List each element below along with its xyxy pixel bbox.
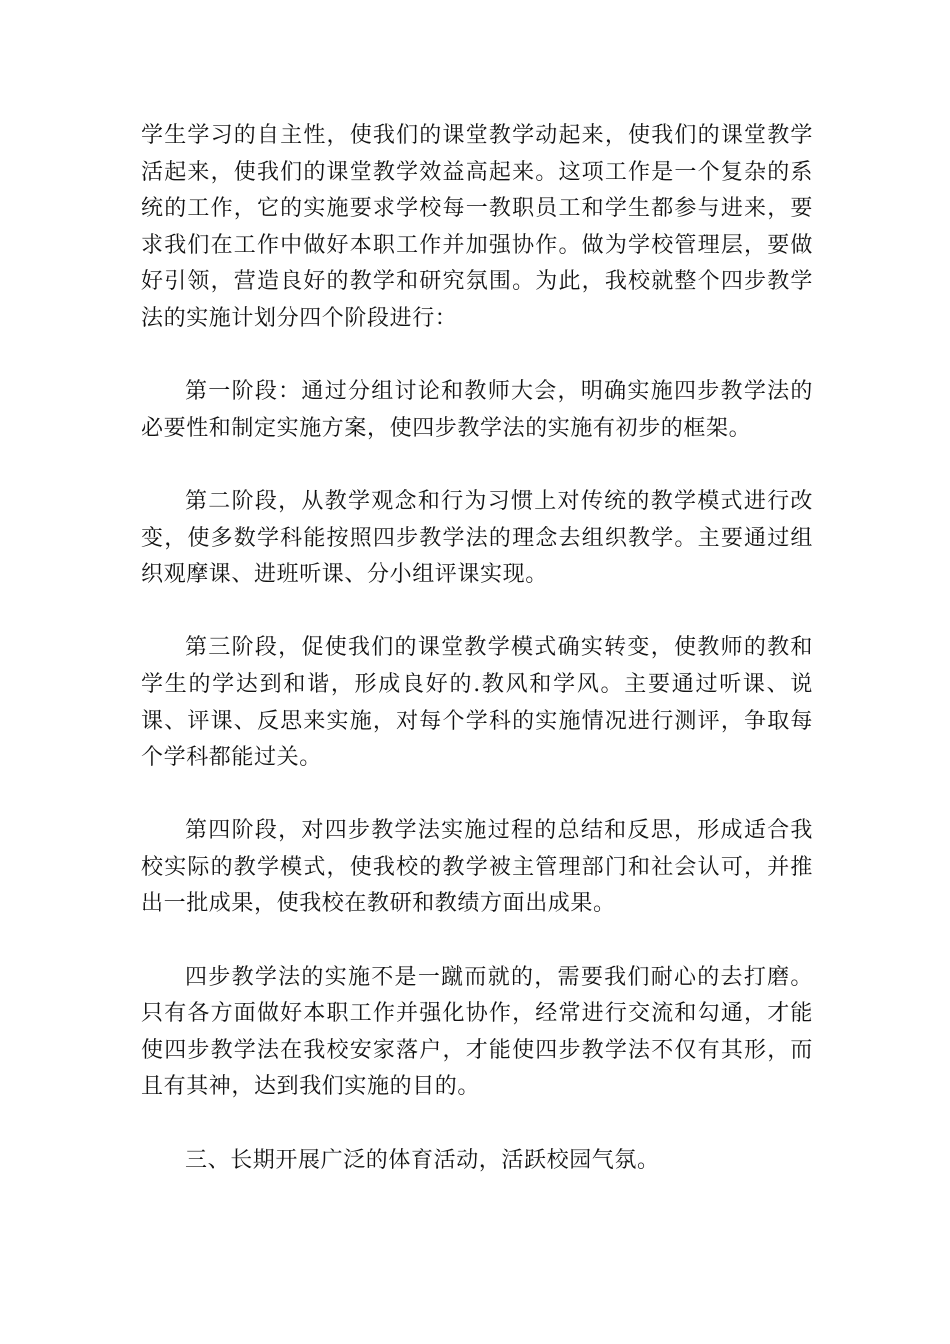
paragraph-gap xyxy=(141,447,813,484)
paragraph-gap xyxy=(141,338,813,375)
paragraph-stage-four: 第四阶段，对四步教学法实施过程的总结和反思，形成适合我校实际的教学模式，使我校的教学被主管理部门和社会认可，并推出一批成果，使我校在教研和教绩方面出成果。 xyxy=(141,818,813,917)
paragraph-stage-one: 第一阶段：通过分组讨论和教师大会，明确实施四步教学法的必要性和制定实施方案，使四步教学法的实施有初步的框架。 xyxy=(141,379,813,441)
paragraph-gap xyxy=(141,594,813,631)
paragraph-continuation: 学生学习的自主性，使我们的课堂教学动起来，使我们的课堂教学活起来，使我们的课堂教学效益高起来。这项工作是一个复杂的系统的工作，它的实施要求学校每一教职员工和学生都参与进来，要求我们在工作中做好本职工作并加强协作。做为学校管理层，要做好引领，营造良好的教学和研究氛围。为此，我校就整个四步教学法的实施计划分四个阶段进行： xyxy=(141,123,813,331)
paragraph-gap xyxy=(141,1106,813,1143)
paragraph-gap xyxy=(141,777,813,814)
document-body xyxy=(141,118,813,1179)
paragraph-stage-three: 第三阶段，促使我们的课堂教学模式确实转变，使教师的教和学生的学达到和谐，形成良好的.教风和学风。主要通过听课、说课、评课、反思来实施，对每个学科的实施情况进行测评，争取每个学科都能过关。 xyxy=(141,635,813,771)
paragraph-gap xyxy=(141,923,813,960)
paragraph-conclusion: 四步教学法的实施不是一蹴而就的，需要我们耐心的去打磨。只有各方面做好本职工作并强化协作，经常进行交流和勾通，才能使四步教学法在我校安家落户，才能使四步教学法不仅有其形，而且有其神，达到我们实施的目的。 xyxy=(141,964,813,1100)
section-heading-three: 三、长期开展广泛的体育活动，活跃校园气氛。 xyxy=(185,1147,660,1173)
paragraph-stage-two: 第二阶段，从教学观念和行为习惯上对传统的教学模式进行改变，使多数学科能按照四步教学法的理念去组织教学。主要通过组织观摩课、进班听课、分小组评课实现。 xyxy=(141,488,813,588)
